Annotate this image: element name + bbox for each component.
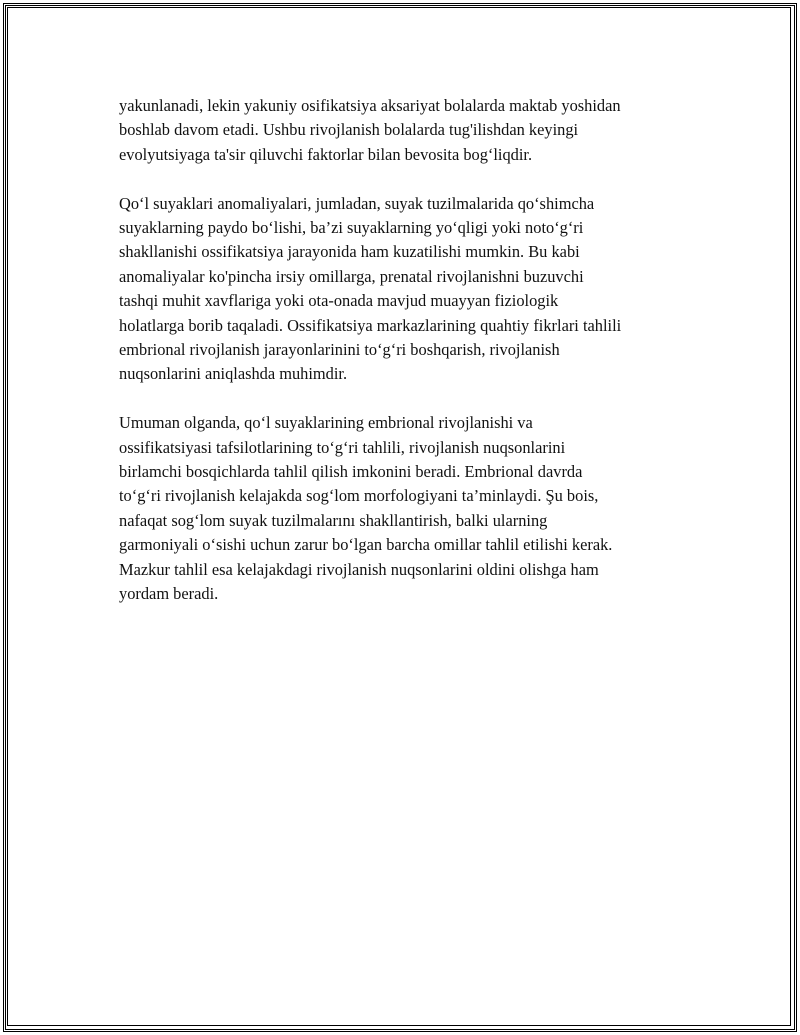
text-line: shakllanishi ossifikatsiya jarayonida ham kuzatilishi mumkin. Bu kabi [119, 242, 580, 262]
paragraph-1 [119, 94, 699, 167]
text-line: Qo‘l suyaklari anomaliyalari, jumladan, suyak tuzilmalarida qo‘shimcha [119, 193, 595, 213]
text-line: suyaklarning paydo bo‘lishi, ba’zi suyaklarning yo‘qligi yoki noto‘g‘ri [119, 218, 584, 238]
text-line: evolyutsiyaga ta'sir qiluvchi faktorlar bilan bevosita bog‘liqdir. [119, 144, 533, 164]
text-line: nafaqat sog‘lom suyak tuzilmalarını shakllantirish, balki ularning [119, 510, 548, 530]
paragraph-3 [119, 411, 699, 606]
text-line: tashqi muhit xavflariga yoki ota-onada mavjud muayyan fiziologik [119, 291, 559, 311]
text-line: anomaliyalar ko'pincha irsiy omillarga, prenatal rivojlanishni buzuvchi [119, 266, 584, 286]
document-body [119, 94, 699, 631]
paragraph-2 [119, 192, 699, 387]
text-line: yordam beradi. [119, 584, 219, 604]
text-line: yakunlanadi, lekin yakuniy osifikatsiya aksariyat bolalarda maktab yoshidan [119, 96, 621, 115]
text-line: Mazkur tahlil esa kelajakdagi rivojlanish nuqsonlarini oldini olishga ham [119, 559, 599, 579]
text-line: nuqsonlarini aniqlashda muhimdir. [119, 364, 348, 384]
text-line: Umuman olganda, qo‘l suyaklarining embrional rivojlanishi va [119, 413, 533, 433]
text-line: birlamchi bosqichlarda tahlil qilish imkonini beradi. Embrional davrda [119, 462, 583, 482]
text-line: holatlarga borib taqaladi. Ossifikatsiya markazlarining quahtiy fikrlari tahlili [119, 315, 622, 335]
text-line: to‘g‘ri rivojlanish kelajakda sog‘lom morfologiyani ta’minlaydi. Şu bois, [119, 486, 599, 506]
text-line: garmoniyali o‘sishi uchun zarur bo‘lgan barcha omillar tahlil etilishi kerak. [119, 535, 613, 555]
text-line: ossifikatsiyasi tafsilotlarining to‘g‘ri tahlili, rivojlanish nuqsonlarini [119, 437, 566, 457]
text-line: boshlab davom etadi. Ushbu rivojlanish bolalarda tug'ilishdan keyingi [119, 120, 579, 140]
text-line: embrional rivojlanish jarayonlarinini to‘g‘ri boshqarish, rivojlanish [119, 340, 560, 360]
